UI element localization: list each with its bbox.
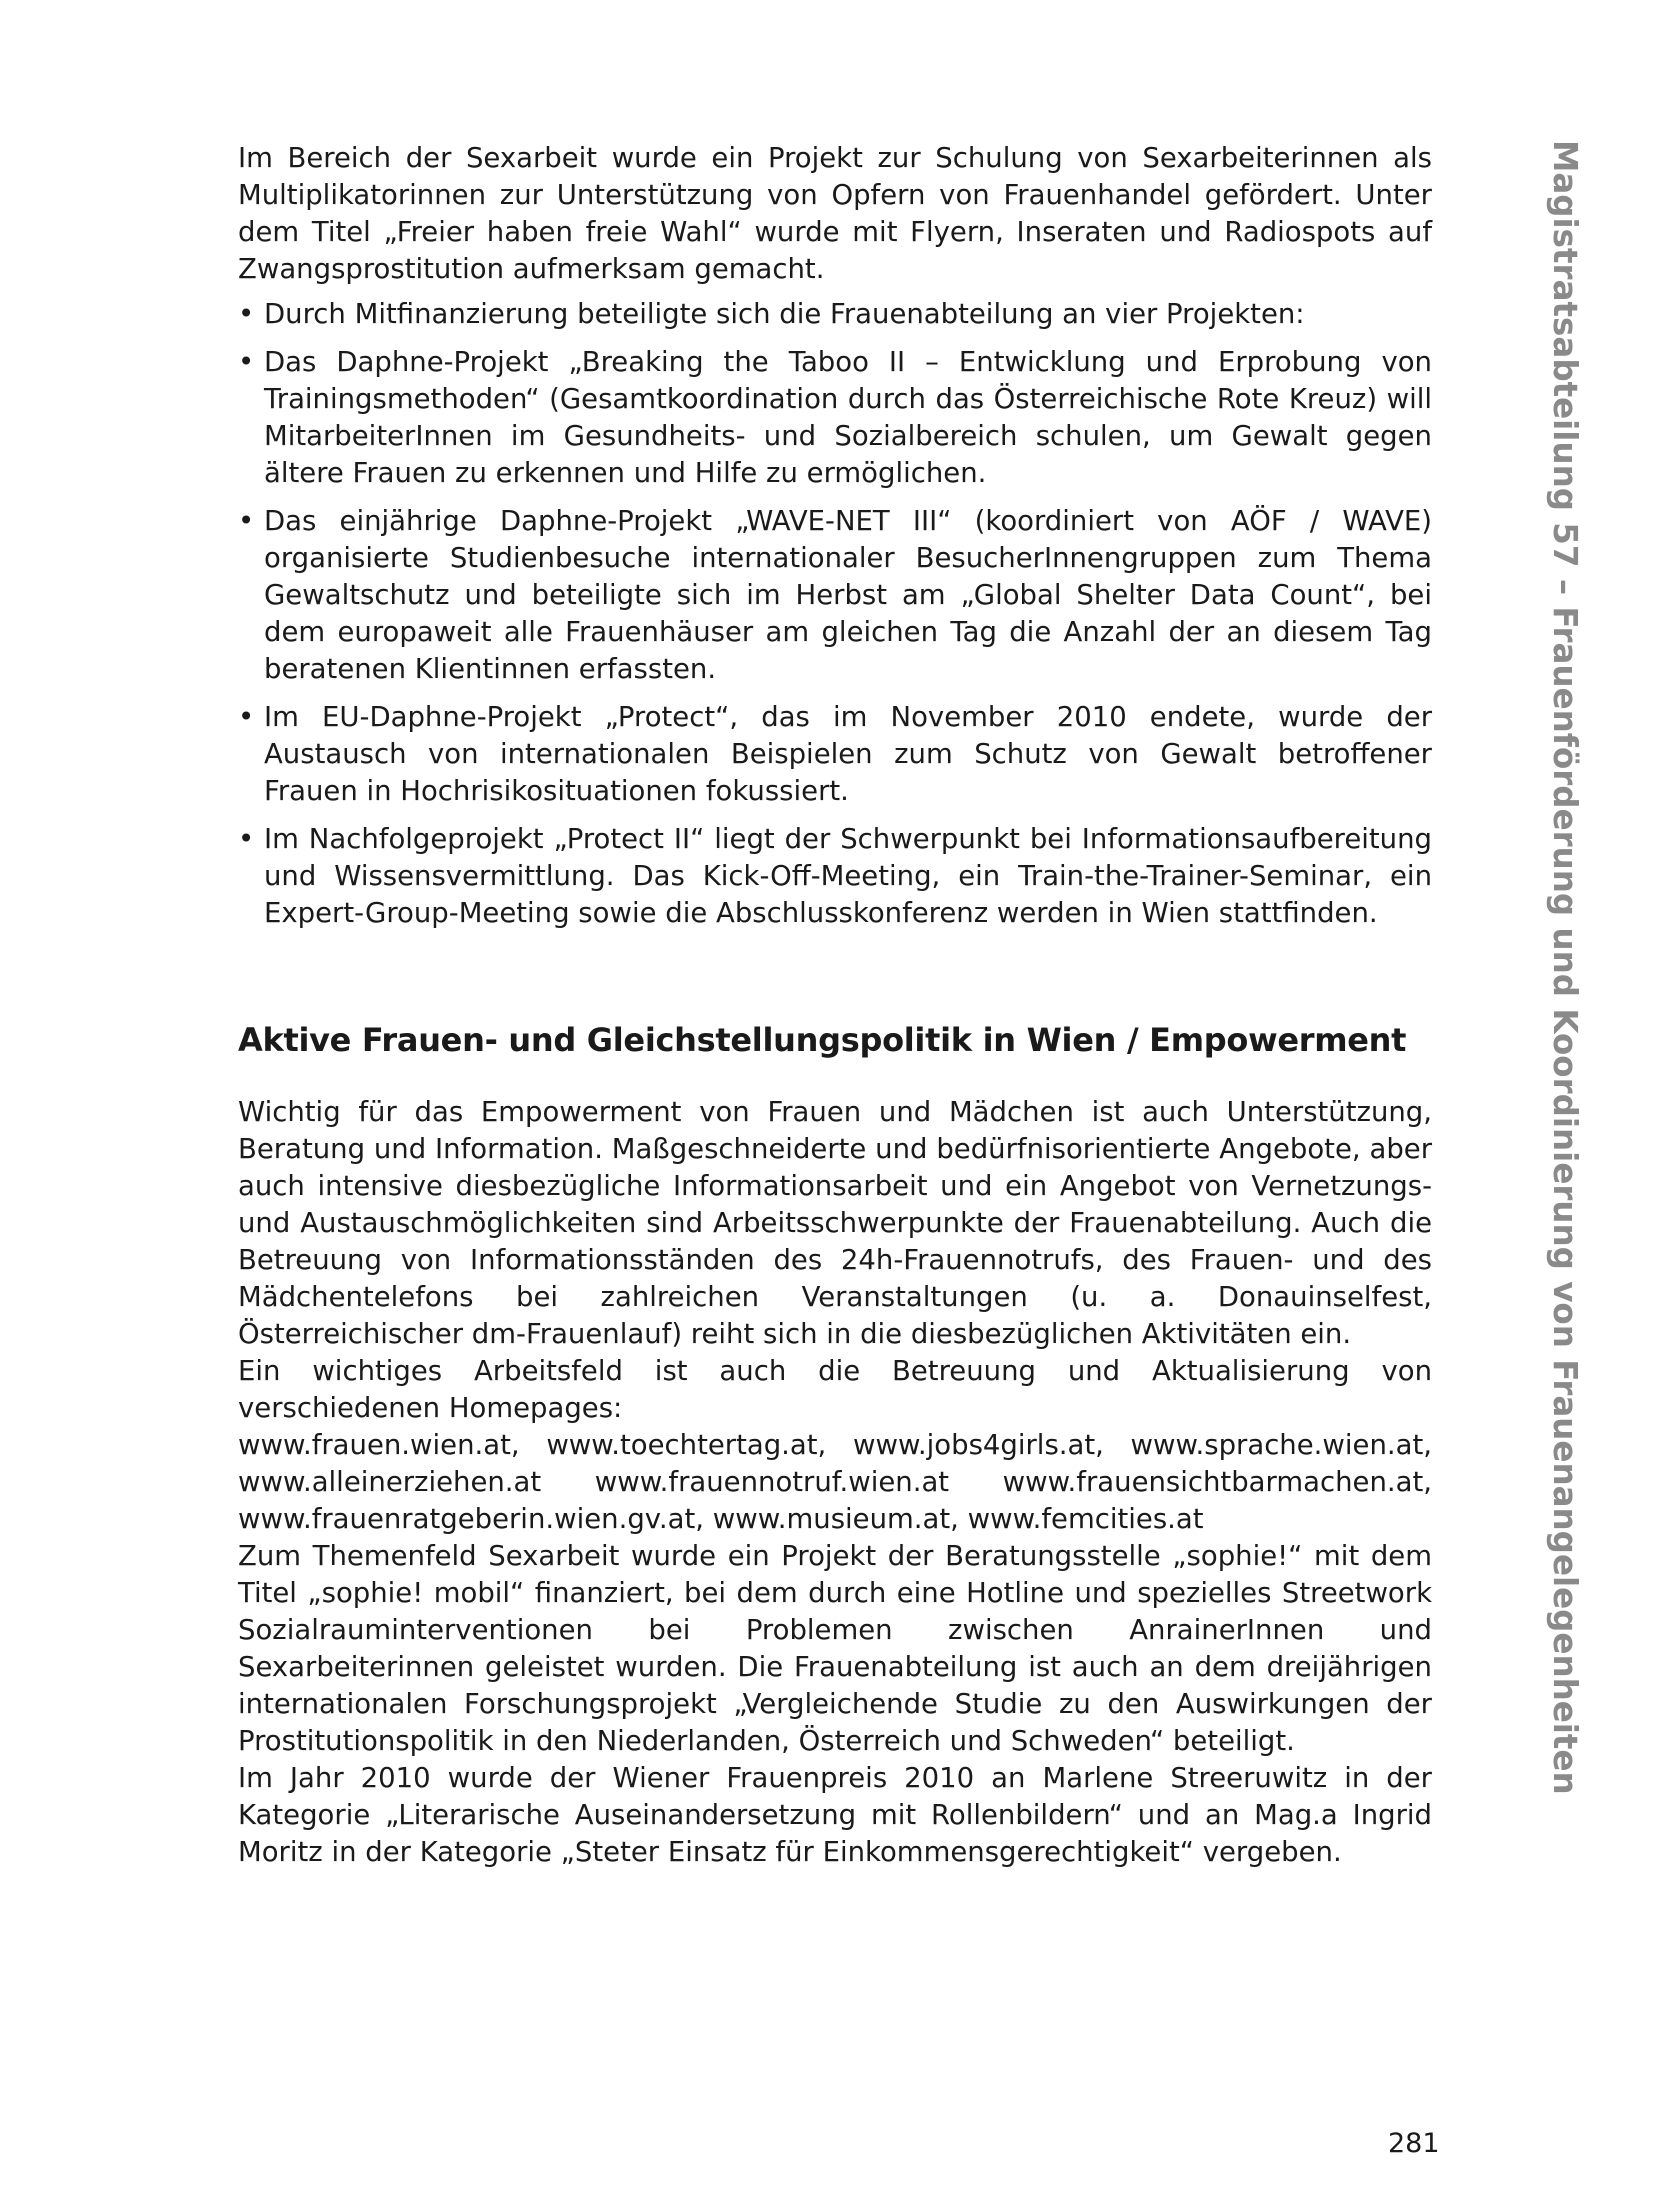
bullet-item (238, 821, 1432, 932)
homepage-list: www.frauen.wien.at, www.toechtertag.at, www.jobs4girls.at, www.sprache.wien.at, www.alleinerziehen.at www.frauennotruf.wien.at www.frauensichtbarmachen.at, www.frauenratgeberin.wien.gv.at, www.musieum.at, www.femcities.at (238, 1429, 1432, 1535)
bullet-list (238, 296, 1432, 932)
bullet-text: Durch Mitfinanzierung beteiligte sich die Frauenabteilung an vier Projekten: (264, 298, 1305, 330)
page-content (238, 140, 1432, 1871)
bullet-text: Im Nachfolgeprojekt „Protect II“ liegt der Schwerpunkt bei Informationsaufbereitung und Wissensvermittlung. Das Kick-Off-Meeting, ein Train-the-Trainer-Seminar, ein Expert-Group-Meeting sowie die Abschlusskonferenz werden in Wien stattfinden. (264, 823, 1432, 929)
section-paragraph: Zum Themenfeld Sexarbeit wurde ein Projekt der Beratungsstelle „sophie!“ mit dem Titel „sophie! mobil“ finanziert, bei dem durch eine Hotline und spezielles Streetwork Sozialrauminterventionen bei Problemen zwischen AnrainerInnen und Sexarbeiterinnen geleistet wurden. Die Frauenabteilung ist auch an dem dreijährigen internationalen Forschungsprojekt „Vergleichende Studie zu den Auswirkungen der Prostitutionspolitik in den Niederlanden, Österreich und Schweden“ beteiligt. (238, 1540, 1432, 1757)
bullet-item (238, 296, 1432, 333)
bullet-marker: • (238, 505, 255, 537)
bullet-item (238, 503, 1432, 688)
sidebar-chapter-title: Magistratsabteilung 57 – Frauenförderung und Koordinierung von Frauenangelegenheiten (1546, 140, 1584, 1795)
bullet-text: Das Daphne-Projekt „Breaking the Taboo II – Entwicklung und Erprobung von Trainingsmethoden“ (Gesamtkoordination durch das Österreichische Rote Kreuz) will MitarbeiterInnen im Gesundheits- und Sozialbereich schulen, um Gewalt gegen ältere Frauen zu erkennen und Hilfe zu ermöglichen. (264, 346, 1432, 489)
bullet-item (238, 344, 1432, 492)
section-heading: Aktive Frauen- und Gleichstellungspolitik in Wien / Empowerment (238, 1021, 1407, 1059)
bullet-marker: • (238, 346, 255, 378)
bullet-text: Im EU-Daphne-Projekt „Protect“, das im November 2010 endete, wurde der Austausch von internationalen Beispielen zum Schutz von Gewalt betroffener Frauen in Hochrisikosituationen fokussiert. (264, 701, 1432, 807)
bullet-item (238, 699, 1432, 810)
bullet-text: Das einjährige Daphne-Projekt „WAVE-NET III“ (koordiniert von AÖF / WAVE) organisierte Studienbesuche internationaler BesucherInnengruppen zum Thema Gewaltschutz und beteiligte sich im Herbst am „Global Shelter Data Count“, bei dem europaweit alle Frauenhäuser am gleichen Tag die Anzahl der an diesem Tag beratenen Klientinnen erfassten. (264, 505, 1432, 685)
section-paragraph: Im Jahr 2010 wurde der Wiener Frauenpreis 2010 an Marlene Streeruwitz in der Kategorie „Literarische Auseinandersetzung mit Rollenbildern“ und an Mag.a Ingrid Moritz in der Kategorie „Steter Einsatz für Einkommensgerechtigkeit“ vergeben. (238, 1762, 1432, 1868)
section-paragraph: Wichtig für das Empowerment von Frauen und Mädchen ist auch Unterstützung, Beratung und Information. Maßgeschneiderte und bedürfnisorientierte Angebote, aber auch intensive diesbezügliche Informationsarbeit und ein Angebot von Vernetzungs- und Austauschmöglichkeiten sind Arbeitsschwerpunkte der Frauenabteilung. Auch die Betreuung von Informationsständen des 24h-Frauennotrufs, des Frauen- und des Mädchentelefons bei zahlreichen Veranstaltungen (u. a. Donauinselfest, Österreichischer dm-Frauenlauf) reiht sich in die diesbezüglichen Aktivitäten ein. (238, 1096, 1432, 1350)
bullet-marker: • (238, 701, 255, 733)
section-paragraph: Ein wichtiges Arbeitsfeld ist auch die Betreuung und Aktualisierung von verschiedenen Homepages: (238, 1355, 1432, 1424)
page-number: 281 (1388, 2128, 1440, 2159)
bullet-marker: • (238, 298, 255, 330)
bullet-marker: • (238, 823, 255, 855)
intro-paragraph: Im Bereich der Sexarbeit wurde ein Projekt zur Schulung von Sexarbeiterinnen als Multiplikatorinnen zur Unterstützung von Opfern von Frauenhandel gefördert. Unter dem Titel „Freier haben freie Wahl“ wurde mit Flyern, Inseraten und Radiospots auf Zwangsprostitution aufmerksam gemacht. (238, 142, 1432, 285)
